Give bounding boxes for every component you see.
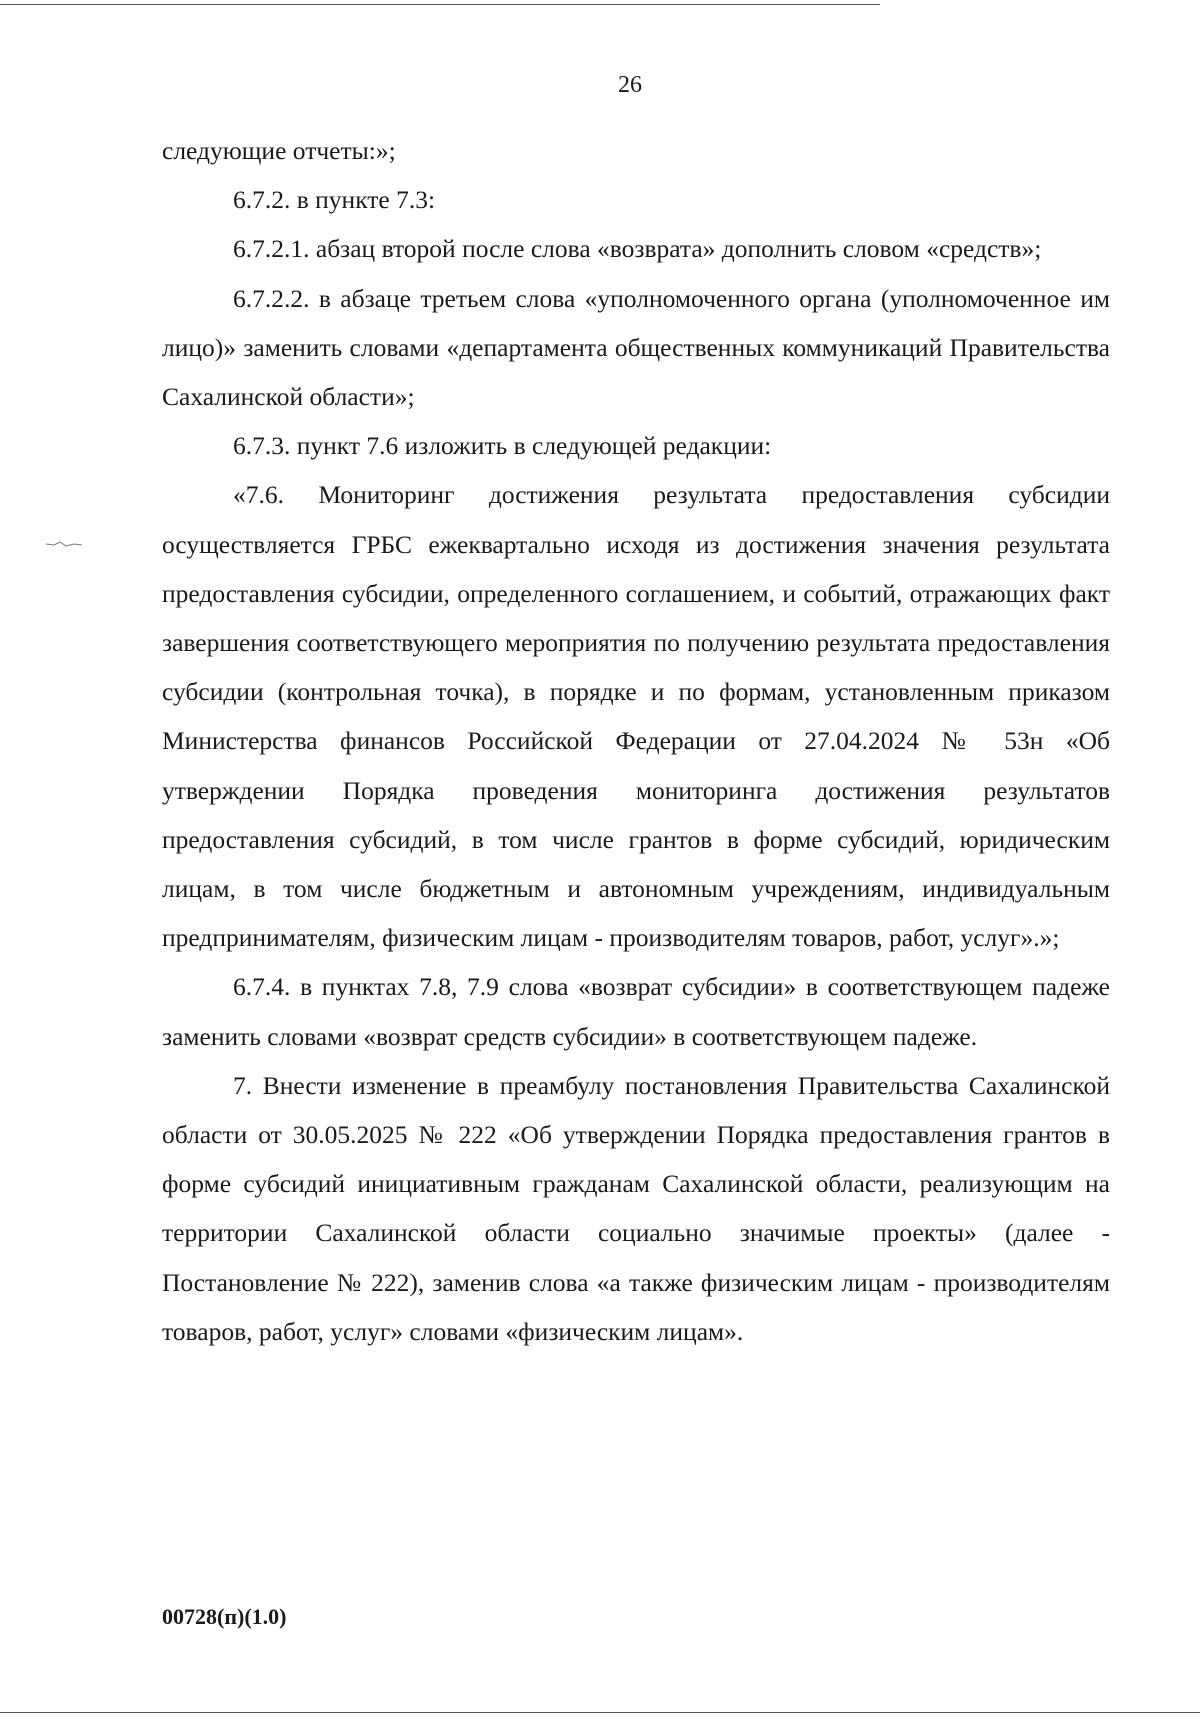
paragraph-6-7-2: 6.7.2. в пункте 7.3: <box>233 185 436 215</box>
document-body <box>162 126 1110 1356</box>
bottom-border-line <box>0 1712 1200 1713</box>
paragraph-6-7-2-2: 6.7.2.2. в абзаце третьем слова «уполномоченного органа (уполномоченное им лицо)» заменить словами «департамента общественных коммуникаций Правительства Сахалинской области»; <box>162 283 1110 412</box>
paragraph-6-7-4: 6.7.4. в пунктах 7.8, 7.9 слова «возврат субсидии» в соответствующем падеже заменить словами «возврат средств субсидии» в соответствующем падеже. <box>162 972 1110 1051</box>
paragraph-reports-tail: следующие отчеты:»; <box>162 136 396 165</box>
paragraph-6-7-3: 6.7.3. пункт 7.6 изложить в следующей редакции: <box>233 431 772 461</box>
top-border-line <box>0 4 880 5</box>
scan-speck <box>44 540 86 548</box>
paragraph-7: 7. Внести изменение в преамбулу постановления Правительства Сахалинской области от 30.05.2025 № 222 «Об утверждении Порядка предоставления грантов в форме субсидий инициативным гражданам Сахалинской области, реализующим на территории Сахалинской области социально значимые проекты» (далее - Постановление № 222), заменив слова «а также физическим лицам - производителям товаров, работ, услуг» словами «физическим лицам». <box>162 1070 1110 1346</box>
paragraph-7-6-quote: «7.6. Мониторинг достижения результата предоставления субсидии осуществляется ГРБС ежеквартально исходя из достижения значения результата предоставления субсидии, определенного соглашением, и событий, отражающих факт завершения соответствующего мероприятия по получению результата предоставления субсидии (контрольная точка), в порядке и по формам, установленным приказом Министерства финансов Российской Федерации от 27.04.2024 № 53н «Об утверждении Порядка проведения мониторинга достижения результатов предоставления субсидий, в том числе грантов в форме субсидий, юридическим лицам, в том числе бюджетным и автономным учреждениям, индивидуальным предпринимателям, физическим лицам - производителям товаров, работ, услуг».»; <box>162 480 1110 953</box>
paragraph-6-7-2-1: 6.7.2.1. абзац второй после слова «возврата» дополнить словом «средств»; <box>233 234 1042 264</box>
document-code: 00728(п)(1.0) <box>162 1604 287 1629</box>
page-number: 26 <box>618 72 642 98</box>
